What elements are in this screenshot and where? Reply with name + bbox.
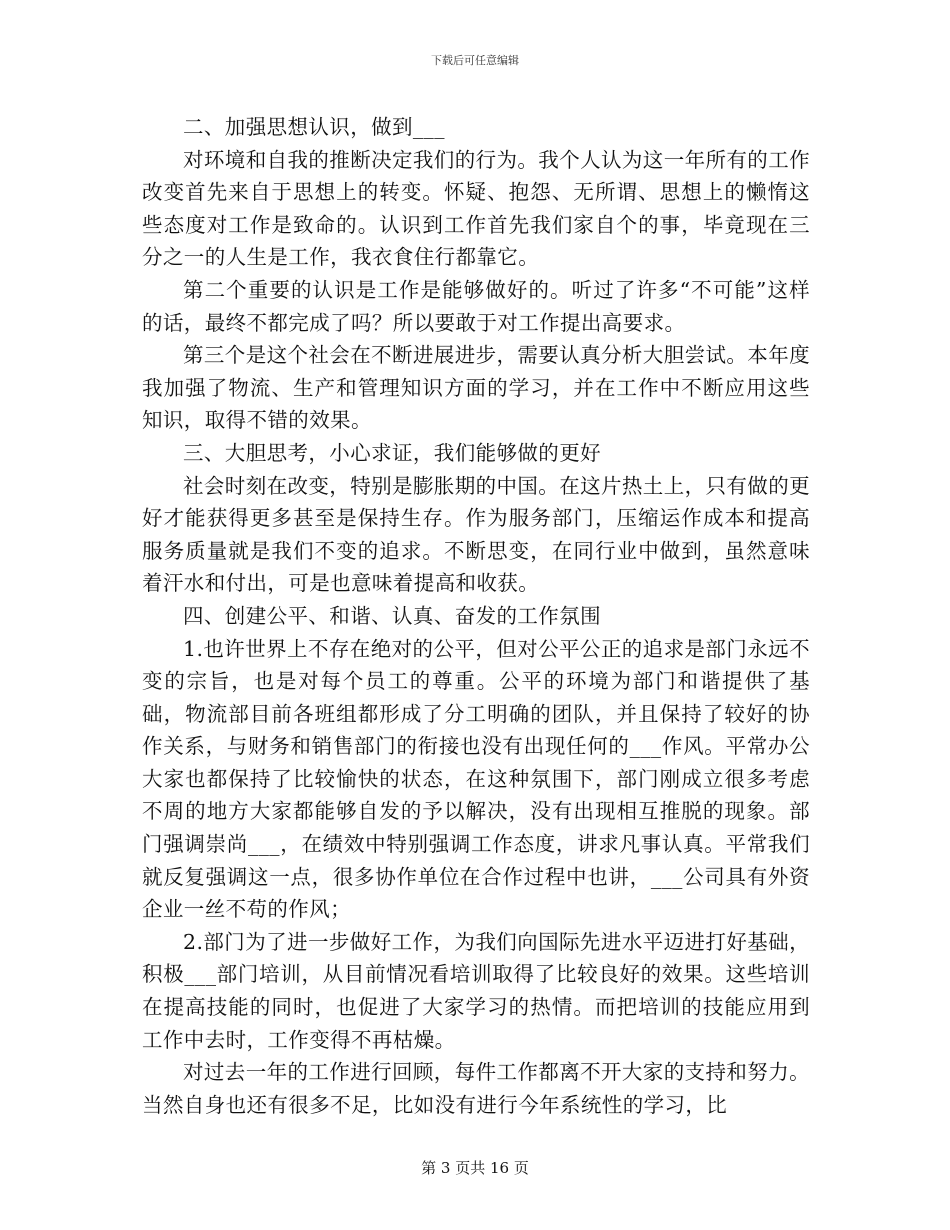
body-paragraph: 第三个是这个社会在不断进展进步，需要认真分析大胆尝试。本年度我加强了物流、生产和管理知识方面的学习，并在工作中不断应用这些知识，取得不错的效果。 [142,343,810,433]
section-heading-2: 二、加强思想认识，做到___ [183,115,445,139]
page-header-note: 下载后可任意编辑 [431,54,519,67]
section-heading-3: 三、大胆思考，小心求证，我们能够做的更好 [183,440,601,465]
numbered-paragraph-2: 2.部门为了进一步做好工作，为我们向国际先进水平迈进打好基础，积极___部门培训，从目前情况看培训取得了比较良好的效果。这些培训在提高技能的同时，也促进了大家学习的热情。而把培训的技能应用到工作中去时，工作变得不再枯燥。 [142,929,810,1052]
page-number: 第 3 页共 16 页 [421,1159,529,1177]
document-body [142,111,810,1121]
body-paragraph: 对过去一年的工作进行回顾，每件工作都离不开大家的支持和努力。当然自身也还有很多不足，比如没有进行今年系统性的学习，比 [142,1060,810,1117]
section-heading-4: 四、创建公平、和谐、认真、奋发的工作氛围 [183,603,601,628]
body-paragraph: 第二个重要的认识是工作是能够做好的。听过了许多“不可能”这样的话，最终不都完成了吗？所以要敢于对工作提出高要求。 [142,277,810,335]
numbered-paragraph-1: 1.也许世界上不存在绝对的公平，但对公平公正的追求是部门永远不变的宗旨，也是对每个员工的尊重。公平的环境为部门和谐提供了基础，物流部目前各班组都形成了分工明确的团队，并且保持了较好的协作关系，与财务和销售部门的衔接也没有出现任何的___作风。平常办公大家也都保持了比较愉快的状态，在这种氛围下，部门刚成立很多考虑不周的地方大家都能够自发的予以解决，没有出现相互推脱的现象。部门强调崇尚___，在绩效中特别强调工作态度，讲求凡事认真。平常我们就反复强调这一点，很多协作单位在合作过程中也讲，___公司具有外资企业一丝不苟的作风； [142,636,810,922]
body-paragraph: 对环境和自我的推断决定我们的行为。我个人认为这一年所有的工作改变首先来自于思想上的转变。怀疑、抱怨、无所谓、思想上的懒惰这些态度对工作是致命的。认识到工作首先我们家自个的事，毕竟现在三分之一的人生是工作，我衣食住行都靠它。 [142,147,810,270]
body-paragraph: 社会时刻在改变，特别是膨胀期的中国。在这片热土上，只有做的更好才能获得更多甚至是保持生存。作为服务部门，压缩运作成本和提高服务质量就是我们不变的追求。不断思变，在同行业中做到，虽然意味着汗水和付出，可是也意味着提高和收获。 [142,473,810,596]
